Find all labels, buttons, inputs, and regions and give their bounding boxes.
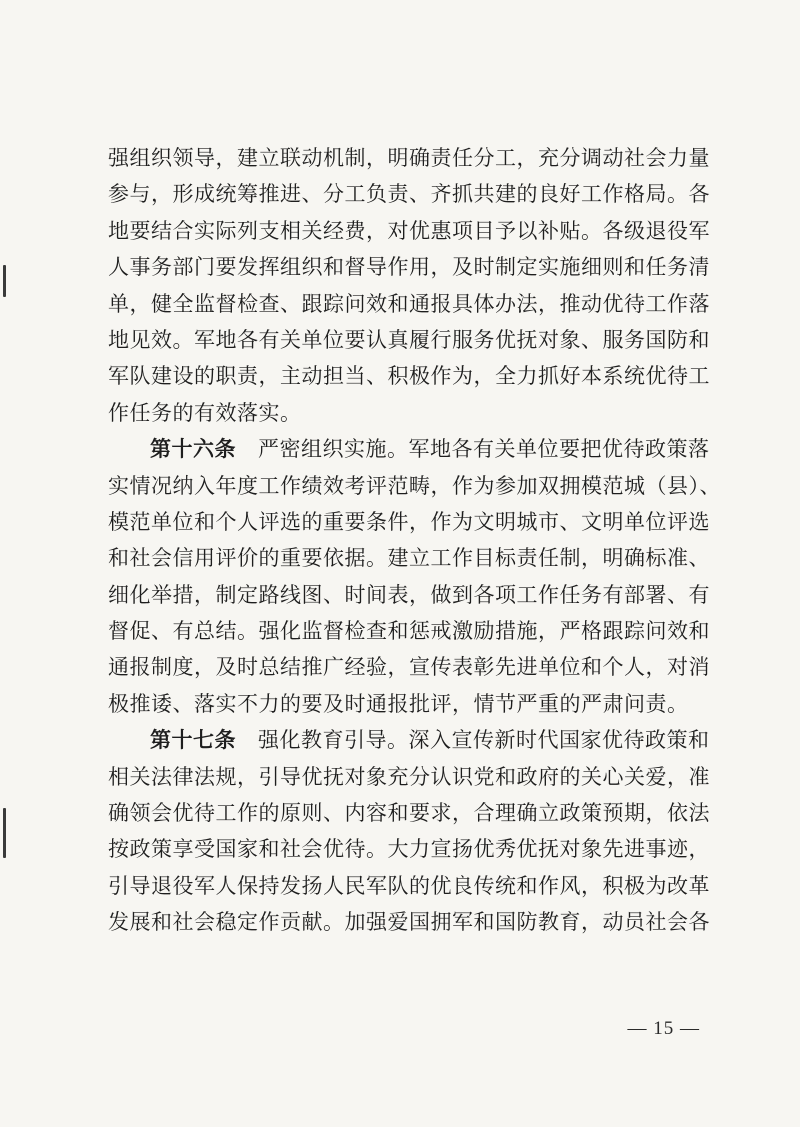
text-line: 细化举措，制定路线图、时间表，做到各项工作任务有部署、有: [108, 582, 710, 607]
article-16-first-line: [108, 431, 710, 467]
text-line: 地见效。军地各有关单位要认真履行服务优抚对象、服务国防和: [108, 327, 710, 352]
text-line: 模范单位和个人评选的重要条件，作为文明城市、文明单位评选: [108, 509, 710, 534]
text-line: 军队建设的职责，主动担当、积极作为，全力抓好本系统优待工: [108, 364, 710, 389]
article-17-lead: 强化教育引导。深入宣传新时代国家优待政策和: [258, 728, 710, 753]
text-line: 发展和社会稳定作贡献。加强爱国拥军和国防教育，动员社会各: [108, 910, 710, 935]
article-17-first-line: [108, 722, 710, 758]
text-line: 作任务的有效落实。: [108, 400, 302, 425]
text-line: 强组织领导，建立联动机制，明确责任分工，充分调动社会力量: [108, 146, 710, 170]
text-line: 相关法律法规，引导优抚对象充分认识党和政府的关心关爱，准: [108, 764, 710, 789]
text-line: 通报制度，及时总结推广经验，宣传表彰先进单位和个人，对消: [108, 655, 710, 680]
text-line: 确领会优待工作的原则、内容和要求，合理确立政策预期，依法: [108, 801, 710, 826]
text-line: 实情况纳入年度工作绩效考评范畴，作为参加双拥模范城（县）、: [108, 473, 721, 498]
text-line: 极推诿、落实不力的要及时通报批评，情节严重的严肃问责。: [108, 691, 689, 716]
text-line: 引导退役军人保持发扬人民军队的优良传统和作风，积极为改革: [108, 873, 710, 898]
binding-mark: [3, 265, 6, 297]
text-line: 按政策享受国家和社会优待。大力宣扬优秀优抚对象先进事迹，: [108, 837, 710, 862]
text-line: 单，健全监督检查、跟踪问效和通报具体办法，推动优待工作落: [108, 291, 710, 316]
article-17-heading: 第十七条: [150, 728, 236, 753]
article-16-heading: 第十六条: [150, 437, 236, 462]
text-line: 人事务部门要发挥组织和督导作用，及时制定实施细则和任务清: [108, 255, 710, 280]
body-text: [108, 140, 721, 941]
text-line: 地要结合实际列支相关经费，对优惠项目予以补贴。各级退役军: [108, 218, 710, 243]
page-number: — 15 —: [627, 1018, 700, 1039]
article-16-lead: 严密组织实施。军地各有关单位要把优待政策落: [258, 437, 710, 462]
text-line: 和社会信用评价的重要依据。建立工作目标责任制，明确标准、: [108, 546, 710, 571]
text-line: 参与，形成统筹推进、分工负责、齐抓共建的良好工作格局。各: [108, 182, 710, 207]
text-line: 督促、有总结。强化监督检查和惩戒激励措施，严格跟踪问效和: [108, 619, 710, 644]
binding-mark: [3, 808, 6, 858]
